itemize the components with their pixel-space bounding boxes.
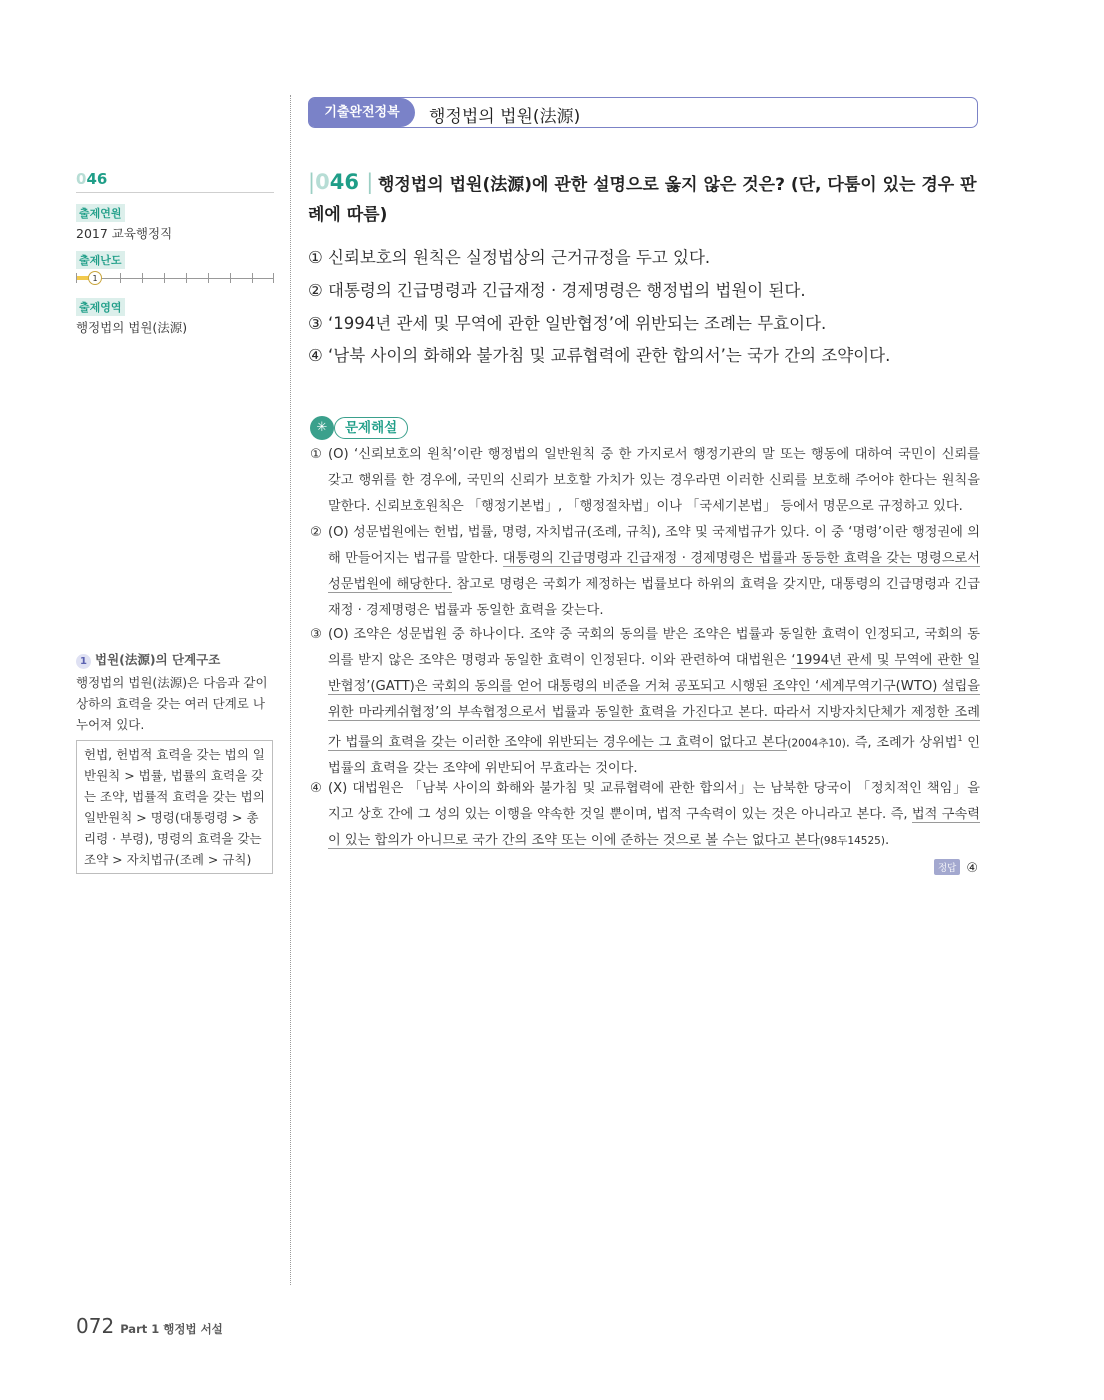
page-number: 072: [76, 1314, 115, 1338]
chapter-banner: [308, 97, 978, 128]
explanation-1: [310, 442, 980, 520]
banner-tag: 기출완전정복: [309, 98, 415, 127]
explanation-3-text: (O) 조약은 성문법원 중 하나이다. 조약 중 국회의 동의를 받은 조약은 법률과 동일한 효력이 인정되고, 국회의 동의를 받지 않은 조약은 명령과 동일한 효력이 인정된다. 이와 관련하여 대법원은: [328, 627, 980, 668]
note-body: 행정법의 법원(法源)은 다음과 같이 상하의 효력을 갖는 여러 단계로 나누어져 있다.: [76, 675, 268, 732]
difficulty-axis: [76, 278, 274, 279]
sparkle-icon: ✳: [310, 416, 334, 440]
difficulty-tick: [76, 273, 77, 283]
difficulty-tick: [142, 273, 143, 283]
explanation-2: [310, 520, 980, 624]
area-label: 출제영역: [76, 298, 125, 316]
note-title: 법원(法源)의 단계구조: [95, 652, 221, 667]
question-number: [308, 170, 373, 194]
explanation-3-underline: ‘1994년 관세 및 무역에 관한 일반협정’(GATT)은 국회의 동의를 얻어 대통령의 비준을 거쳐 공포되고 시행된 조약인 ‘세계무역기구(WTO) 설립을 위한 마라케쉬협정’의 부속협정으로서 법률과 동일한 효력을 가진다고 본다. 따라서 지방자치단체가 제정한 조례가 법률의 효력을 갖는 이러한 조약에 위반되는 경우에는 그 효력이 없다고 본다: [328, 653, 981, 751]
option-1: ① 신뢰보호의 원칙은 실정법상의 근거규정을 두고 있다.: [308, 248, 711, 267]
year-label: 출제연원: [76, 204, 125, 222]
explanation-3: [310, 622, 980, 782]
difficulty-tick: [208, 273, 209, 283]
part-title: Part 1 행정법 서설: [120, 1322, 223, 1336]
margin-note-heading: [76, 650, 220, 669]
difficulty-tick: [230, 273, 231, 283]
explanation-2-mark: ②: [310, 525, 322, 540]
sidebar-number-zero: 0: [76, 170, 87, 188]
explanation-4-text-2: .: [884, 833, 890, 848]
answer-value: ④: [966, 861, 979, 876]
year-value: 2017 교육행정직: [76, 226, 173, 241]
area-value: 행정법의 법원(法源): [76, 320, 188, 335]
difficulty-tick: [164, 273, 165, 283]
answer-label: 정답: [934, 859, 960, 875]
explanation-3-mark: ③: [310, 627, 322, 642]
option-3: ③ ‘1994년 관세 및 무역에 관한 일반협정’에 위반되는 조례는 무효이다.: [308, 314, 827, 333]
difficulty-tick: [273, 273, 274, 283]
explanation-3-text-3: 인 법률의 효력을 갖는 조약에 위반되어 무효라는 것이다.: [328, 735, 981, 777]
explanation-3-text-2: . 즉, 조례가 상위법: [845, 735, 958, 751]
difficulty-tick: [186, 273, 187, 283]
question-number-zero: 0: [315, 170, 330, 194]
question-text: 행정법의 법원(法源)에 관한 설명으로 옳지 않은 것은? (단, 다툼이 있는 경우 판례에 따름): [308, 175, 977, 225]
option-4: ④ ‘남북 사이의 화해와 불가침 및 교류협력에 관한 합의서’는 국가 간의 조약이다.: [308, 346, 891, 365]
note-box: 헌법, 헌법적 효력을 갖는 법의 일반원칙 > 법률, 법률의 효력을 갖는 조약, 법률적 효력을 갖는 법의 일반원칙 > 명령(대통령령 > 총리령 · 부령), 명령의 효력을 갖는 조약 > 자치법규(조례 > 규칙): [76, 740, 273, 874]
sidebar-number-rest: 46: [86, 170, 108, 188]
explanation-4: [310, 776, 980, 854]
sidebar-question-number: [76, 170, 274, 193]
answer: [934, 859, 978, 876]
difficulty-label: 출제난도: [76, 251, 125, 269]
explanation-1-mark: ①: [310, 447, 322, 462]
explanation-3-citation: (2004추10): [787, 737, 846, 750]
explanation-2-text: (O) 성문법원에는 헌법, 법률, 명령, 자치법규(조례, 규칙), 조약 및 국제법규가 있다. 이 중 ‘명령’이란 행정권에 의해 만들어지는 법규를 말한다.: [328, 525, 980, 566]
explanation-4-underline: 법적 구속력이 있는 합의가 아니므로 국가 간의 조약 또는 이에 준하는 것으로 볼 수는 없다고 본다: [328, 807, 981, 848]
explanation-4-mark: ④: [310, 781, 322, 796]
number-bar-left: |: [308, 170, 316, 194]
difficulty-tick: [120, 273, 121, 283]
difficulty-marker: 1: [88, 271, 102, 285]
option-2: ② 대통령의 긴급명령과 긴급재정 · 경제명령은 행정법의 법원이 된다.: [308, 281, 806, 300]
question-number-rest: 46: [329, 170, 359, 194]
explanation-2-text-2: 참고로 명령은 국회가 제정하는 법률보다 하위의 효력을 갖지만, 대통령의 긴급명령과 긴급재정 · 경제명령은 법률과 동일한 효력을 갖는다.: [328, 577, 980, 618]
banner-title: 행정법의 법원(法源): [429, 107, 581, 127]
explanation-4-text: (X) 대법원은 「남북 사이의 화해와 불가침 및 교류협력에 관한 합의서」는 남북한 당국이 「정치적인 책임」을 지고 상호 간에 그 성의 있는 이행을 약속한 것일 뿐이며, 법적 구속력이 있는 것은 아니라고 본다. 즉,: [328, 781, 980, 822]
explanation-1-text: (O) ‘신뢰보호의 원칙’이란 행정법의 일반원칙 중 한 가지로서 행정기관의 말 또는 행동에 대하여 국민이 신뢰를 갖고 행위를 한 경우에, 국민의 신뢰가 보호할 가치가 있는 경우라면 이러한 신뢰를 보호해 주어야 한다는 원칙을 말한다. 신뢰보호원칙은 「행정기본법」, 「행정절차법」이나 「국세기본법」 등에서 명문으로 규정하고 있다.: [328, 447, 980, 514]
footnote-ref: 1: [957, 734, 963, 743]
explanation-2-underline: 대통령의 긴급명령과 긴급재정 · 경제명령은 법률과 동등한 효력을 갖는 명령으로서 성문법원에 해당한다.: [328, 551, 980, 592]
number-bar-right: |: [366, 170, 374, 194]
difficulty-scale: [76, 271, 274, 285]
note-number-badge: 1: [76, 654, 91, 669]
solution-label: 문제해설: [334, 417, 408, 439]
difficulty-tick: [252, 273, 253, 283]
page-footer: [76, 1314, 223, 1338]
column-divider: [290, 95, 291, 1285]
explanation-4-citation: (98두14525): [819, 835, 885, 847]
